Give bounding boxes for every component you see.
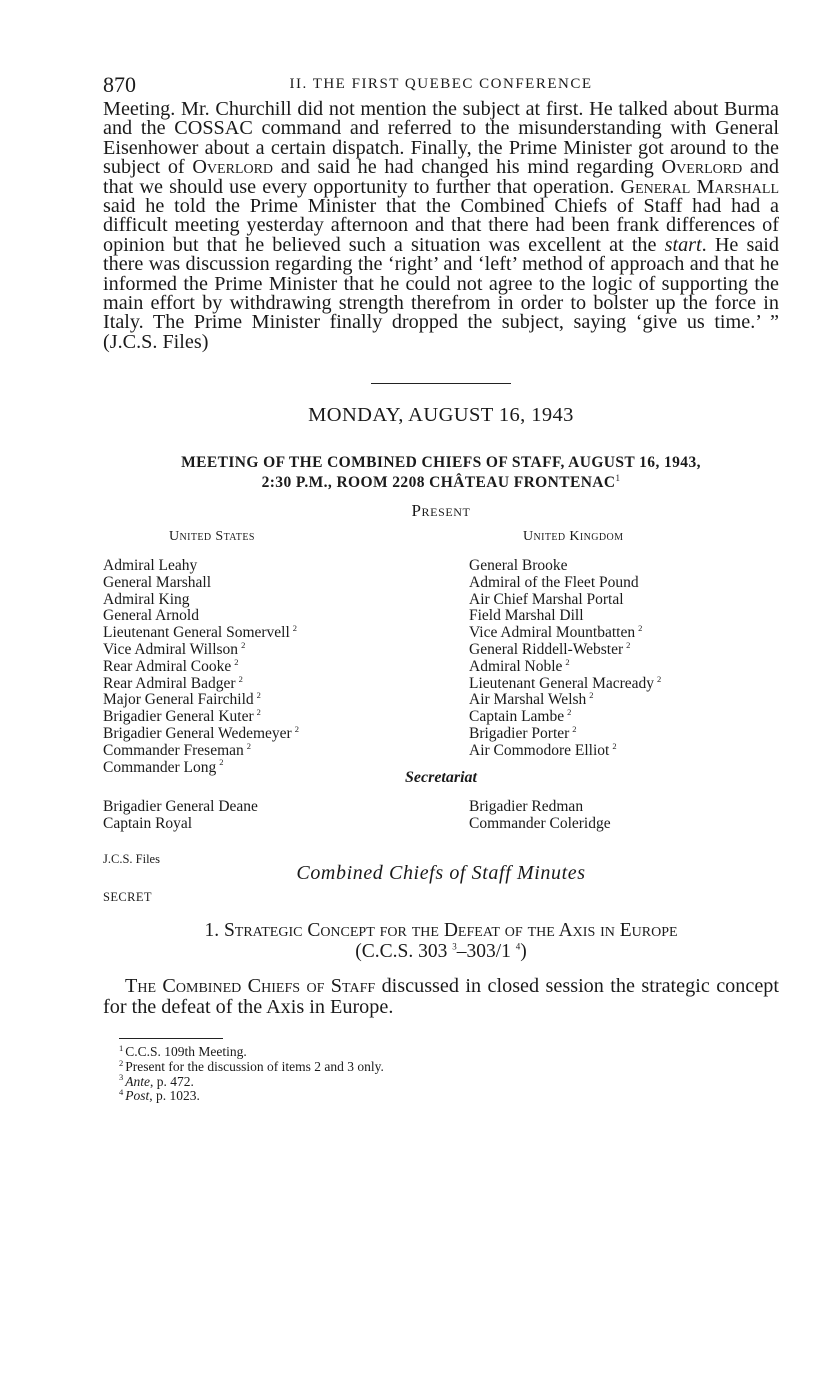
attendee-item: Lieutenant General Somervell $^2$ — [103, 623, 298, 642]
footnote-ref: 2 — [238, 673, 243, 684]
attendee-item: Air Marshal Welsh $^2$ — [469, 690, 594, 709]
attendee-item: Air Commodore Elliot $^2$ — [469, 740, 617, 759]
item-paragraph: The Combined Chiefs of Staff discussed in closed session the strategic concept for the defeat of the Axis in Europe. — [103, 975, 779, 1019]
united-states-list — [103, 558, 463, 776]
footnote-ref: 2 — [657, 673, 662, 684]
minutes-block — [103, 852, 779, 912]
attendees-columns — [103, 529, 779, 776]
attendee-item: Admiral Leahy — [103, 557, 198, 575]
united-kingdom-list — [469, 558, 779, 760]
footnote-ref: 2 — [256, 707, 261, 718]
minutes-title: Combined Chiefs of Staff Minutes — [296, 862, 586, 885]
item-heading: 1. Strategic Concept for the Defeat of the Axis in Europe (C.C.S. 303 $^3$–303/1 $^4$) — [204, 920, 678, 963]
footnote-ref: 2 — [256, 690, 261, 701]
footnote: $^4$ Post, p. 1023. — [119, 1086, 200, 1104]
present-heading: Present — [411, 501, 471, 521]
united-kingdom-heading: United Kingdom — [523, 529, 624, 545]
united-states-column — [103, 529, 463, 776]
attendee-item: Rear Admiral Badger $^2$ — [103, 673, 243, 692]
attendee-item: Vice Admiral Mountbatten $^2$ — [469, 623, 643, 642]
running-title: II. THE FIRST QUEBEC CONFERENCE — [289, 76, 593, 92]
footnotes — [103, 1042, 779, 1104]
footnote-ref: 1 — [615, 472, 621, 483]
secretariat-heading: Secretariat — [405, 769, 477, 787]
attendee-item: Admiral Noble $^2$ — [469, 656, 570, 675]
footnote-ref: 2 — [292, 623, 298, 634]
secretariat-left — [103, 799, 463, 833]
attendee-item: Admiral King — [103, 590, 190, 608]
page-number: 870 — [103, 72, 136, 97]
section-divider — [371, 383, 511, 384]
attendee-item: Field Marshal Dill — [469, 607, 584, 625]
united-states-heading: United States — [169, 529, 255, 545]
attendee-item: Air Chief Marshal Portal — [469, 590, 624, 608]
footnote: $^1$ C.C.S. 109th Meeting. — [119, 1042, 247, 1060]
attendee-item: Vice Admiral Willson $^2$ — [103, 639, 246, 659]
footnote-ref: 2 — [234, 656, 239, 667]
attendee-item: General Marshall — [103, 573, 212, 591]
attendee-item: General Brooke — [469, 557, 568, 575]
attendee-item: General Arnold — [103, 607, 199, 625]
attendee-item: Rear Admiral Cooke $^2$ — [103, 656, 239, 675]
footnote-ref: 2 — [565, 656, 570, 667]
footnote: $^3$ Ante, p. 472. — [119, 1072, 194, 1089]
footnote-ref: 2 — [589, 690, 594, 701]
footnote-ref: 2 — [612, 740, 617, 751]
footnote-ref: 2 — [219, 757, 224, 768]
footnote: $^2$ Present for the discussion of items 2 and 3 only. — [119, 1057, 384, 1075]
attendee-item: Brigadier General Wedemeyer $^2$ — [103, 723, 299, 743]
source-label: J.C.S. Files — [103, 852, 160, 867]
attendee-item: Captain Lambe $^2$ — [469, 707, 572, 726]
attendee-item: Admiral of the Fleet Pound — [469, 573, 639, 591]
secretariat-columns — [103, 799, 779, 839]
footnote-divider — [119, 1038, 223, 1039]
list-item: Brigadier Redman — [469, 798, 584, 816]
footnote-ref: 2 — [638, 623, 643, 634]
meeting-heading: MEETING OF THE COMBINED CHIEFS OF STAFF, AUGUST 16, 1943, 2:30 P.M., ROOM 2208 CHÂTEAU FRONTENAC$^1$ — [181, 454, 701, 491]
classification-label: SECRET — [103, 890, 152, 905]
attendee-item: General Riddell-Webster $^2$ — [469, 639, 631, 659]
footnote-ref: 2 — [567, 707, 572, 718]
attendee-item: Major General Fairchild $^2$ — [103, 690, 261, 709]
footnote-ref: 2 — [246, 740, 252, 751]
attendee-item: Brigadier General Kuter $^2$ — [103, 707, 261, 726]
attendee-item: Brigadier Porter $^2$ — [469, 723, 577, 743]
running-head — [103, 66, 779, 100]
document-page — [103, 66, 779, 1104]
footnote-ref: 2 — [572, 723, 577, 734]
attendee-item: Lieutenant General Macready $^2$ — [469, 673, 662, 692]
footnote-ref: 2 — [294, 723, 299, 734]
attendee-item: Commander Long $^2$ — [103, 757, 224, 776]
footnote-ref: 2 — [241, 639, 246, 650]
list-item: Captain Royal — [103, 815, 193, 833]
attendee-item: Commander Freseman $^2$ — [103, 740, 252, 759]
footnote-ref: 2 — [626, 639, 631, 650]
date-heading: MONDAY, AUGUST 16, 1943 — [308, 404, 574, 427]
list-item: Brigadier General Deane — [103, 798, 258, 816]
united-kingdom-column — [469, 529, 779, 759]
secretariat-right — [469, 799, 779, 833]
opening-paragraph: Meeting. Mr. Churchill did not mention the subject at first. He talked about Burma and the COSSAC command and referred to the misunderstanding with General Eisenhower about a certain dispatch. Finally, the Prime Minister got around to the subject of Overlord and said he had changed his mind regarding Overlord and that we should use every opportunity to further that operation. General Marshall said he told the Prime Minister that the Combined Chiefs of Staff had had a difficult meeting yesterday afternoon and that there had been frank differences of opinion but that he believed such a situation was excellent at the start. He said there was discussion regarding the ‘right’ and ‘left’ method of approach and that he informed the Prime Minister that he could not agree to the logic of supporting the main effort by withdrawing strength therefrom in order to bolster up the force in Italy. The Prime Minister finally dropped the subject, saying ‘give us time.’ ” (J.C.S. Files) — [103, 98, 780, 353]
list-item: Commander Coleridge — [469, 815, 611, 833]
